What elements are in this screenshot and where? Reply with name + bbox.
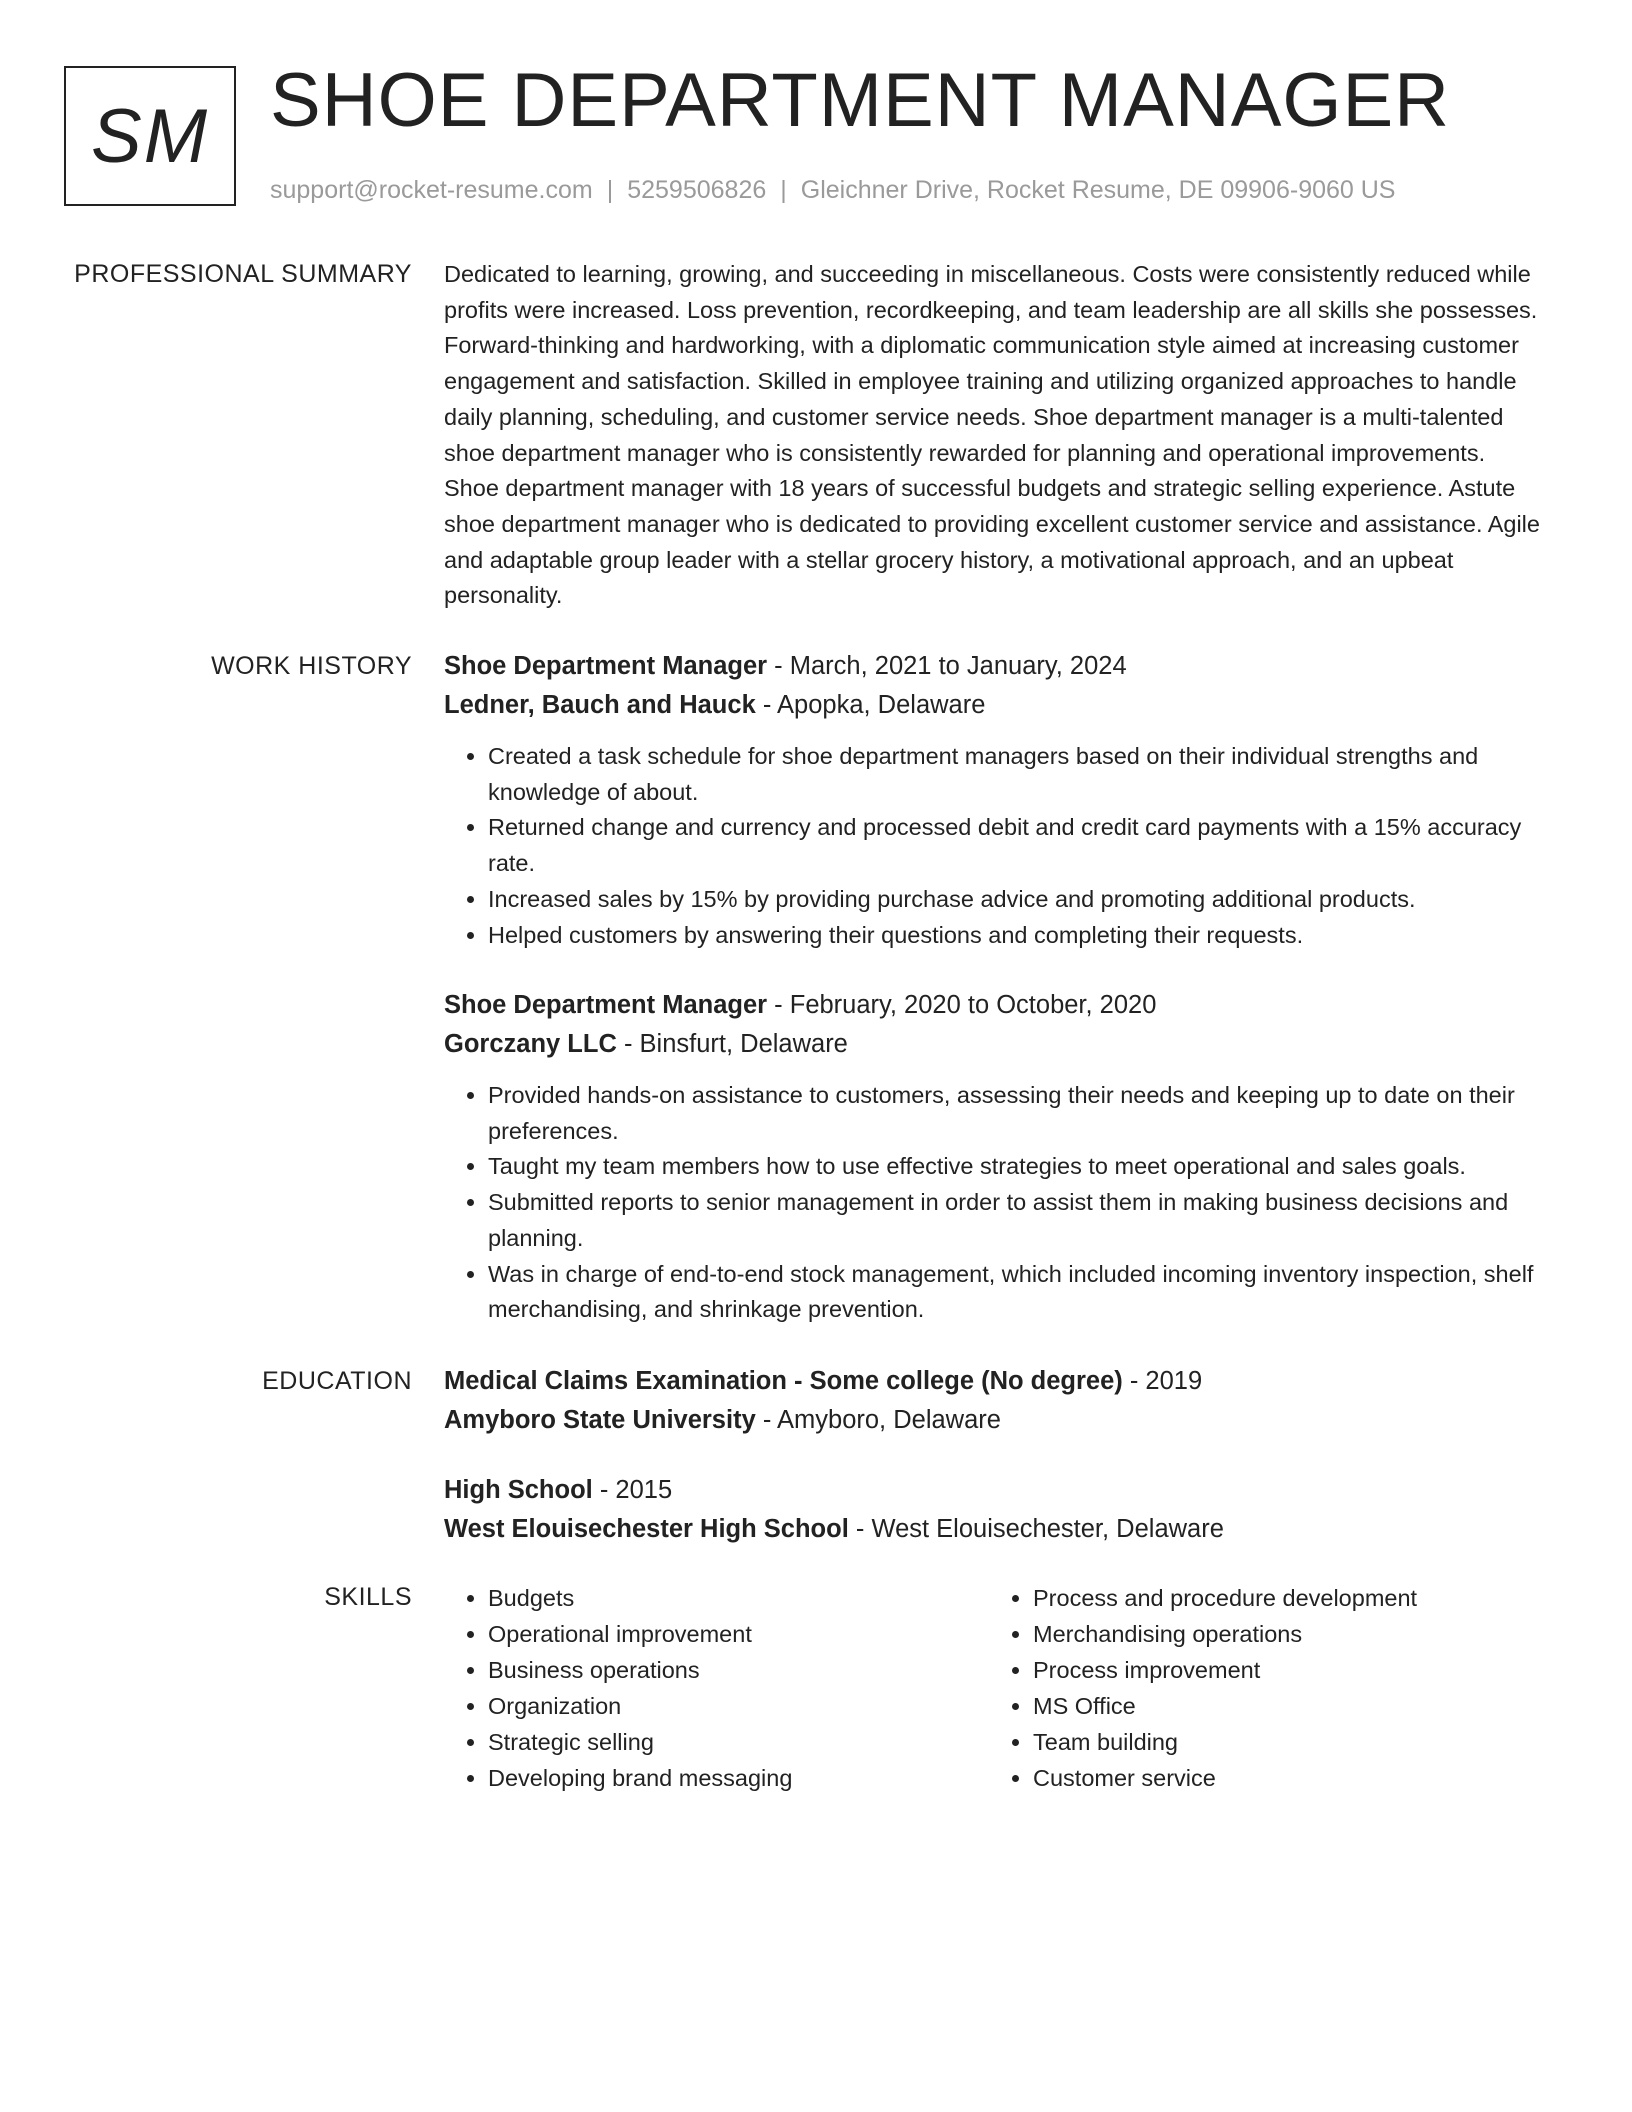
skills-block — [444, 1580, 1544, 1820]
contact-address: Gleichner Drive, Rocket Resume, DE 09906-9060 US — [800, 176, 1396, 204]
skill-item: • Strategic selling — [488, 1724, 984, 1760]
education-school: West Elouisechester High School — [444, 1515, 849, 1543]
job-dates: - March, 2021 to January, 2024 — [767, 652, 1127, 680]
education-degree-line — [444, 1362, 1544, 1401]
job-company: Gorczany LLC — [444, 1030, 617, 1058]
education-degree-line — [444, 1471, 1544, 1510]
education-degree: High School — [444, 1476, 593, 1504]
job-company-line — [444, 686, 1544, 725]
skill-item: • Operational improvement — [488, 1616, 984, 1652]
job-location: - Apopka, Delaware — [755, 691, 986, 719]
job-bullet: • Taught my team members how to use effective strategies to meet operational and sales goals. — [488, 1149, 1544, 1185]
job-bullet: • Created a task schedule for shoe department managers based on their individual strengths and knowledge of about. — [488, 739, 1544, 810]
skill-item: • Process improvement — [1033, 1652, 1529, 1688]
education-location: - West Elouisechester, Delaware — [848, 1515, 1224, 1543]
education-school-line — [444, 1401, 1544, 1440]
education-degree: Medical Claims Examination - Some college (No degree) — [444, 1367, 1123, 1395]
section-label-summary: PROFESSIONAL SUMMARY — [74, 260, 412, 288]
monogram-text: SM — [91, 93, 209, 179]
contact-line — [270, 174, 1395, 206]
job-title: Shoe Department Manager — [444, 991, 768, 1019]
job-bullet: • Was in charge of end-to-end stock management, which included incoming inventory inspection, shelf merchandising, and shrinkage prevention. — [488, 1257, 1544, 1328]
job-location: - Binsfurt, Delaware — [616, 1030, 848, 1058]
job-entry — [444, 986, 1544, 1328]
summary-text: Dedicated to learning, growing, and succeeding in miscellaneous. Costs were consistently reduced while profits were increased. Loss prevention, recordkeeping, and team leadership are all skills she possesses. Forward-thinking and hardworking, with a diplomatic communication style aimed at increasing customer engagement and satisfaction. Skilled in employee training and utilizing organized approaches to handle daily planning, scheduling, and customer service needs. Shoe department manager is a multi-talented shoe department manager who is consistently rewarded for planning and operational improvements. Shoe department manager with 18 years of successful budgets and strategic selling experience. Astute shoe department manager who is dedicated to providing excellent customer service and assistance. Agile and adaptable group leader with a stellar grocery history, a motivational approach, and an upbeat personality. — [444, 261, 1540, 609]
job-bullets — [444, 739, 1544, 953]
skills-list — [444, 1580, 984, 1796]
education-entry — [444, 1471, 1544, 1549]
education-year: - 2015 — [592, 1476, 673, 1504]
job-dates: - February, 2020 to October, 2020 — [767, 991, 1157, 1019]
job-title-line — [444, 647, 1544, 686]
job-bullet: • Returned change and currency and processed debit and credit card payments with a 15% accuracy rate. — [488, 810, 1544, 881]
resume-name: SHOE DEPARTMENT MANAGER — [270, 58, 1451, 143]
job-company-line — [444, 1025, 1544, 1064]
skills-list — [989, 1580, 1529, 1796]
job-bullet: • Provided hands-on assistance to customers, assessing their needs and keeping up to date on their preferences. — [488, 1078, 1544, 1149]
education-school: Amyboro State University — [444, 1406, 756, 1434]
job-bullet: • Helped customers by answering their questions and completing their requests. — [488, 918, 1544, 954]
skill-item: • Budgets — [488, 1580, 984, 1616]
contact-phone: 5259506826 — [627, 176, 767, 204]
contact-separator: | — [606, 176, 614, 204]
job-title: Shoe Department Manager — [444, 652, 768, 680]
skill-item: • Customer service — [1033, 1760, 1529, 1796]
job-entry — [444, 647, 1544, 953]
section-label-education: EDUCATION — [262, 1367, 412, 1395]
skill-item: • Developing brand messaging — [488, 1760, 984, 1796]
skill-item: • Process and procedure development — [1033, 1580, 1529, 1616]
education-year: - 2019 — [1122, 1367, 1203, 1395]
contact-email: support@rocket-resume.com — [270, 176, 593, 204]
skill-item: • MS Office — [1033, 1688, 1529, 1724]
education-entry — [444, 1362, 1544, 1440]
job-bullet: • Increased sales by 15% by providing purchase advice and promoting additional products. — [488, 882, 1544, 918]
skills-column-right — [989, 1580, 1529, 1796]
job-company: Ledner, Bauch and Hauck — [444, 691, 756, 719]
job-title-line — [444, 986, 1544, 1025]
job-bullets — [444, 1078, 1544, 1328]
skills-column-left — [444, 1580, 984, 1796]
monogram-box — [64, 66, 236, 206]
summary-block — [444, 257, 1544, 614]
contact-separator: | — [780, 176, 787, 204]
section-label-skills: SKILLS — [324, 1583, 412, 1611]
skill-item: • Business operations — [488, 1652, 984, 1688]
skill-item: • Team building — [1033, 1724, 1529, 1760]
job-bullet: • Submitted reports to senior management in order to assist them in making business decisions and planning. — [488, 1185, 1544, 1256]
section-label-work: WORK HISTORY — [211, 652, 412, 680]
education-school-line — [444, 1510, 1544, 1549]
education-location: - Amyboro, Delaware — [755, 1406, 1001, 1434]
skill-item: • Organization — [488, 1688, 984, 1724]
skill-item: • Merchandising operations — [1033, 1616, 1529, 1652]
